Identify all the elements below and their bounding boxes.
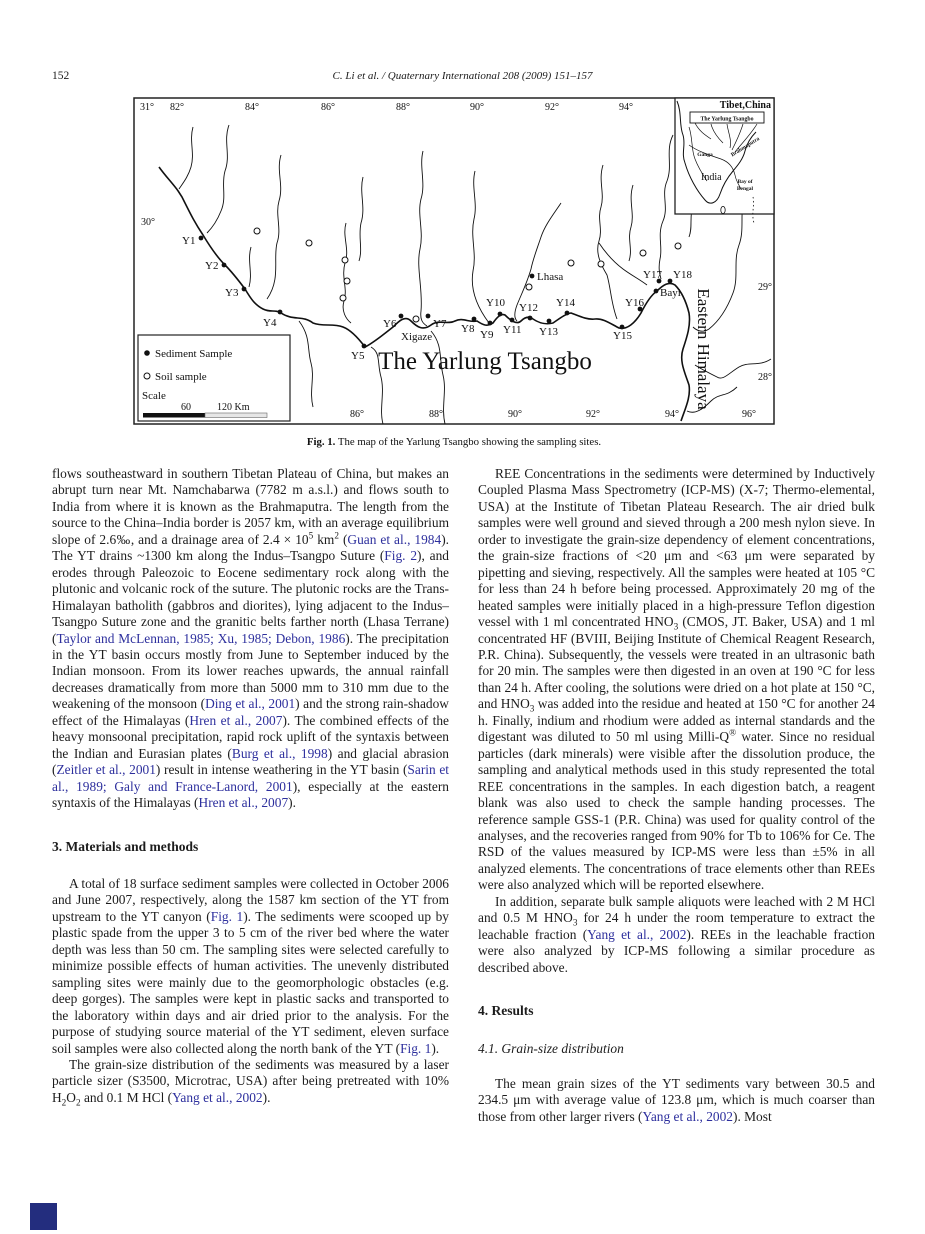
- citation-link[interactable]: Fig. 1: [400, 1040, 432, 1056]
- scale-bar-light: [205, 413, 267, 418]
- scale-tick: 120 Km: [217, 402, 250, 413]
- scale-tick: 60: [181, 402, 191, 413]
- map-legend: [138, 335, 290, 421]
- legend-sediment-label: Sediment Sample: [155, 348, 233, 360]
- citation-link[interactable]: Yang et al., 2002: [587, 926, 687, 942]
- axis-label: 84°: [245, 102, 259, 113]
- axis-label: 94°: [619, 102, 633, 113]
- sample-label: Y18: [673, 269, 692, 281]
- sample-label: Y8: [461, 323, 475, 335]
- place-label-lhasa: Lhasa: [537, 271, 564, 283]
- axis-label: 31°: [140, 102, 154, 113]
- axis-label: 86°: [350, 409, 364, 420]
- figure-caption-text: The map of the Yarlung Tsangbo showing the sampling sites.: [337, 436, 602, 448]
- figure-caption: [133, 436, 775, 448]
- axis-label: 90°: [508, 409, 522, 420]
- legend-soil-label: Soil sample: [155, 371, 207, 383]
- left-column: [52, 466, 449, 1106]
- section-heading: 4. Results: [478, 1003, 534, 1019]
- sample-label: Y6: [383, 318, 397, 330]
- map-title: The Yarlung Tsangbo: [378, 348, 592, 375]
- scale-bar-dark: [143, 413, 205, 418]
- inset-yarlung-label: The Yarlung Tsangbo: [700, 116, 754, 123]
- citation-link[interactable]: Hren et al., 2007: [189, 712, 283, 728]
- sample-label: Y13: [539, 326, 558, 338]
- axis-label: 92°: [586, 409, 600, 420]
- axis-label: 86°: [321, 102, 335, 113]
- corner-marker-square: [30, 1203, 57, 1230]
- citation-link[interactable]: Burg et al., 1998: [231, 745, 328, 761]
- axis-label: 82°: [170, 102, 184, 113]
- sample-label: Y10: [486, 297, 505, 309]
- sample-label: Y12: [519, 302, 538, 314]
- inset-bay-label: Bengal: [736, 186, 754, 192]
- inset-india-label: India: [701, 172, 722, 183]
- citation-link[interactable]: Taylor and McLennan, 1985; Xu, 1985; Debon, 1986: [56, 630, 346, 646]
- page-number: 152: [52, 70, 70, 82]
- citation-link[interactable]: Fig. 2: [384, 548, 418, 564]
- axis-label: 88°: [429, 409, 443, 420]
- inset-brahmaputra-label: Brahmaputra: [730, 136, 761, 159]
- axis-label: 90°: [470, 102, 484, 113]
- right-column: [478, 466, 875, 1125]
- sample-label: Y5: [351, 350, 365, 362]
- paragraph: REE Concentrations in the sediments were determined by Inductively Coupled Plasma Mass Spectrometry (ICP-MS) (X-7; Thermo-elemental, USA) at the Institute of Tibetan Plateau Research. The air dried bulk samples were well ground and sieved through a 200 mesh nylon sieve. In order to investigate the grain-size dependency of element concentrations, the grain-size fractions of <20 μm and <63 μm were separated by pipetting and sieving, respectively. All the samples were heated at 105 °C for less than 24 h before being processed. Approximately 20 mg of the heated samples were initially placed in a high-pressure Teflon digestion vessel with 1 ml concentrated $HNO_3$ (CMOS, JT. Baker, USA) and 1 ml concentrated HF (BVIII, Beijing Institute of Chemical Reagent Research, P.R. China). Subsequently, the vessels were treated in an ultrasonic bath for 20 min. The samples were then digested in an oven at 190 °C for less than 24 h. After cooling, the solutions were dried on a hot plate at 150 °C, and $HNO_3$ was added into the residue and heated at 150 °C for another 24 h. Finally, indium and rhodium were added as internal standards and the digestant was diluted to 50 ml using Milli-Q® water. Since no residual particles (dark minerals) were visible after the dissolution produce, the sampling and analytical methods used in this study represented the total REE concentrations in the samples. In each digestion batch, a reagent blank was also used to check the sample handing processes. The reference sample GSS-1 (P.R. China) was used for quality control of the analyses, and the recoveries ranged from 90% for Tb to 106% for Ce. The RSD of the values measured by ICP-MS were less than ±5% in all analyzed elements. The concentrations of trace elements other than REEs were also analyzed which will be reported elsewhere.: [478, 466, 876, 893]
- axis-label: 29°: [758, 282, 772, 293]
- citation-link[interactable]: Hren et al., 2007: [198, 795, 289, 811]
- running-head: C. Li et al. / Quaternary International 208 (2009) 151–157: [332, 70, 593, 82]
- sample-label: Y1: [182, 235, 196, 247]
- sample-label: Y2: [205, 260, 219, 272]
- sample-label: Y3: [225, 287, 239, 299]
- citation-link[interactable]: Yang et al., 2002: [642, 1108, 733, 1124]
- paragraph: The mean grain sizes of the YT sediments vary between 30.5 and 234.5 μm with average value of 123.8 μm, which is much coarser than those from other larger rivers (Yang et al., 2002). Most: [478, 1075, 875, 1124]
- legend-scale-label: Scale: [142, 390, 166, 402]
- paragraph: The grain-size distribution of the sediments was measured by a laser particle sizer (S3500, Microtrac, USA) after being pretreated with 10% $H_2O_2$ and 0.1 M HCl (Yang et al., 2002).: [52, 1056, 449, 1108]
- sample-label: Y14: [556, 297, 575, 309]
- map-figure: [133, 97, 775, 425]
- sample-label: Y4: [263, 317, 277, 329]
- paragraph: A total of 18 surface sediment samples were collected in October 2006 and June 2007, respectively, along the 1587 km section of the YT from upstream to the YT canyon (Fig. 1). The sediments were scooped up by plastic spade from the upper 3 to 5 cm of the river bed where the water depth was less than 50 cm. The sampling sites were selected carefully to minimize possible effects of human activities. The unevenly distributed sampling sites were mainly due to the geomorphologic obstacles (e.g. deep gorges). The samples were kept in plastic sacks and transported to the laboratory within days and air dried prior to the analysis. For the purpose of studying source material of the YT sediment, eleven surface soil samples were also collected along the north bank of the YT (Fig. 1).: [52, 875, 449, 1056]
- sediment-sample-icon: [144, 350, 150, 356]
- sample-label: Y17: [643, 269, 662, 281]
- sample-label: Y16: [625, 297, 644, 309]
- axis-label: 94°: [665, 409, 679, 420]
- citation-link[interactable]: Zeitler et al., 2001: [56, 762, 156, 778]
- section-heading: 3. Materials and methods: [52, 838, 199, 854]
- inset-ganga-label: Ganga: [697, 152, 713, 158]
- paragraph: flows southeastward in southern Tibetan Plateau of China, but makes an abrupt turn near Mt. Namchabarwa (7782 m a.s.l.) and flows south to India from where it is known as the Brahmaputra. The length from the source to the China–India border is 2057 km, with an average equilibrium slope of 2.6‰, and a drainage area of $2.4 \times 10^5$ $km^2$ (Guan et al., 1984). The YT drains ~1300 km along the Indus–Tsangpo Suture (Fig. 2), and erodes through Paleozoic to Eocene sedimentary rock along with the plutonic and volcanic rock of the suture. The plutonic rocks are the Trans-Himalayan batholith (gabbros and diorites), lying adjacent to the Indus–Tsangpo Suture zone and the granitic belts farther north (Lhasa Terrane) (Taylor and McLennan, 1985; Xu, 1985; Debon, 1986). The precipitation in the YT basin occurs mostly from June to September induced by the Indian monsoon. From its lower reaches upwards, the annual rainfall decreases dramatically from more than 5000 mm to 310 mm due to the weakening of the monsoon (Ding et al., 2001) and the strong rain-shadow effect of the Himalayas (Hren et al., 2007). The combined effects of the heavy monsoonal precipitation, rapid rock uplift of the syntaxis between the Indian and Eurasian plates (Burg et al., 1998) and glacial abrasion (Zeitler et al., 2001) result in intense weathering in the YT basin (Sarin et al., 1989; Galy and France-Lanord, 2001), especially at the eastern syntaxis of the Himalayas (Hren et al., 2007).: [52, 466, 450, 811]
- soil-sample-icon: [144, 373, 150, 379]
- region-label: Eastern Himalaya: [694, 288, 713, 410]
- citation-link[interactable]: Guan et al., 1984: [347, 531, 442, 547]
- page-header: [0, 68, 925, 88]
- place-label-xigaze: Xigaze: [401, 331, 433, 343]
- paragraph: In addition, separate bulk sample aliquots were leached with 2 M HCl and 0.5 M $HNO_3$ for 24 h under the room temperature to extract the leachable fraction (Yang et al., 2002). REEs in the leachable fraction were also analyzed by ICP-MS following a similar procedure as described above.: [478, 893, 875, 975]
- citation-link[interactable]: Sarin et al., 1989; Galy and France-Lanord, 2001: [52, 762, 450, 794]
- subsection-heading: 4.1. Grain-size distribution: [478, 1040, 624, 1056]
- figure-caption-label: Fig. 1.: [306, 436, 336, 448]
- axis-label: 92°: [545, 102, 559, 113]
- sample-label: Y7: [433, 318, 447, 330]
- axis-label: 88°: [396, 102, 410, 113]
- citation-link[interactable]: Fig. 1: [210, 908, 244, 924]
- citation-link[interactable]: Ding et al., 2001: [205, 696, 296, 712]
- axis-label: 30°: [141, 217, 155, 228]
- inset-tibet-label: Tibet,China: [719, 100, 771, 111]
- inset-bay-label: Bay of: [737, 179, 753, 185]
- citation-link[interactable]: Yang et al., 2002: [172, 1089, 263, 1105]
- figure-1: [133, 97, 775, 448]
- axis-label: 28°: [758, 372, 772, 383]
- sample-label: Y9: [480, 329, 494, 341]
- sample-label: Y11: [503, 324, 522, 336]
- sample-label: Y15: [613, 330, 632, 342]
- inset-map: [675, 98, 774, 223]
- place-label-bayi: Bayi: [660, 287, 681, 299]
- axis-label: 96°: [742, 409, 756, 420]
